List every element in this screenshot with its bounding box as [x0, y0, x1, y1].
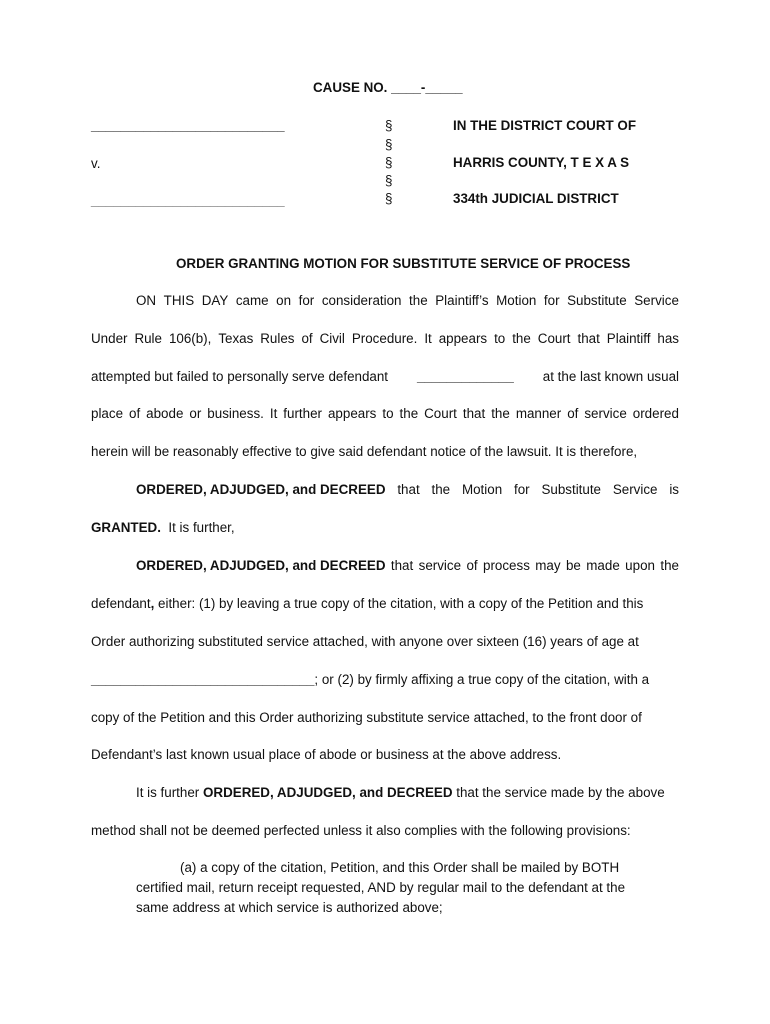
court-district: 334th JUDICIAL DISTRICT	[453, 191, 619, 206]
court-name: IN THE DISTRICT COURT OF	[453, 118, 636, 133]
section-mark: §	[385, 173, 393, 188]
provision-a-line: (a) a copy of the citation, Petition, and this Order shall be mailed by BOTH	[180, 860, 620, 875]
ordered-clause: ORDERED, ADJUDGED, and DECREED	[136, 558, 386, 573]
section-mark: §	[385, 191, 393, 206]
defendant-blank: __________________________	[91, 192, 285, 207]
plaintiff-blank: __________________________	[91, 118, 285, 133]
body-line: copy of the Petition and this Order authorizing substitute service attached, to the front door of	[91, 710, 642, 725]
body-line: Defendant’s last known usual place of abode or business at the above address.	[91, 747, 562, 762]
versus-label: v.	[91, 156, 101, 171]
section-mark: §	[385, 118, 393, 133]
body-line: Order authorizing substituted service attached, with anyone over sixteen (16) years of age at	[91, 634, 639, 649]
body-line: ON THIS DAY came on for consideration the Plaintiff’s Motion for Substitute Service	[136, 293, 679, 308]
ordered-clause: ORDERED, ADJUDGED, and DECREED	[203, 785, 453, 800]
granted-label: GRANTED.	[91, 520, 161, 535]
body-line: It is further ORDERED, ADJUDGED, and DECREED that the service made by the above	[136, 785, 665, 800]
body-line: ORDERED, ADJUDGED, and DECREED that the Motion for Substitute Service is	[136, 482, 679, 497]
address-blank: ______________________________	[91, 672, 315, 687]
body-line: ORDERED, ADJUDGED, and DECREED that service of process may be made upon the	[136, 558, 679, 573]
provision-a-line: same address at which service is authorized above;	[136, 900, 443, 915]
body-line: ______________________________; or (2) by firmly affixing a true copy of the citation, with a	[91, 672, 650, 687]
provision-a-line: certified mail, return receipt requested, AND by regular mail to the defendant at the	[136, 880, 626, 895]
body-line: method shall not be deemed perfected unless it also complies with the following provisions:	[91, 823, 631, 838]
section-mark: §	[385, 137, 393, 152]
cause-number: CAUSE NO. ____-_____	[313, 80, 463, 95]
body-line: attempted but failed to personally serve defendant _____________ at the last known usual	[91, 369, 679, 384]
court-county: HARRIS COUNTY, T E X A S	[453, 155, 630, 170]
body-line: Under Rule 106(b), Texas Rules of Civil Procedure. It appears to the Court that Plaintiff has	[91, 331, 679, 346]
body-line: place of abode or business. It further appears to the Court that the manner of service ordered	[91, 406, 679, 421]
document-title: ORDER GRANTING MOTION FOR SUBSTITUTE SERVICE OF PROCESS	[176, 256, 631, 271]
body-line: defendant, either: (1) by leaving a true copy of the citation, with a copy of the Petition and this	[91, 596, 644, 611]
body-line: herein will be reasonably effective to give said defendant notice of the lawsuit. It is therefore,	[91, 444, 638, 459]
body-line: GRANTED. It is further,	[91, 520, 235, 535]
section-mark: §	[385, 155, 393, 170]
defendant-name-blank: _____________	[416, 369, 514, 384]
ordered-clause: ORDERED, ADJUDGED, and DECREED	[136, 482, 386, 497]
